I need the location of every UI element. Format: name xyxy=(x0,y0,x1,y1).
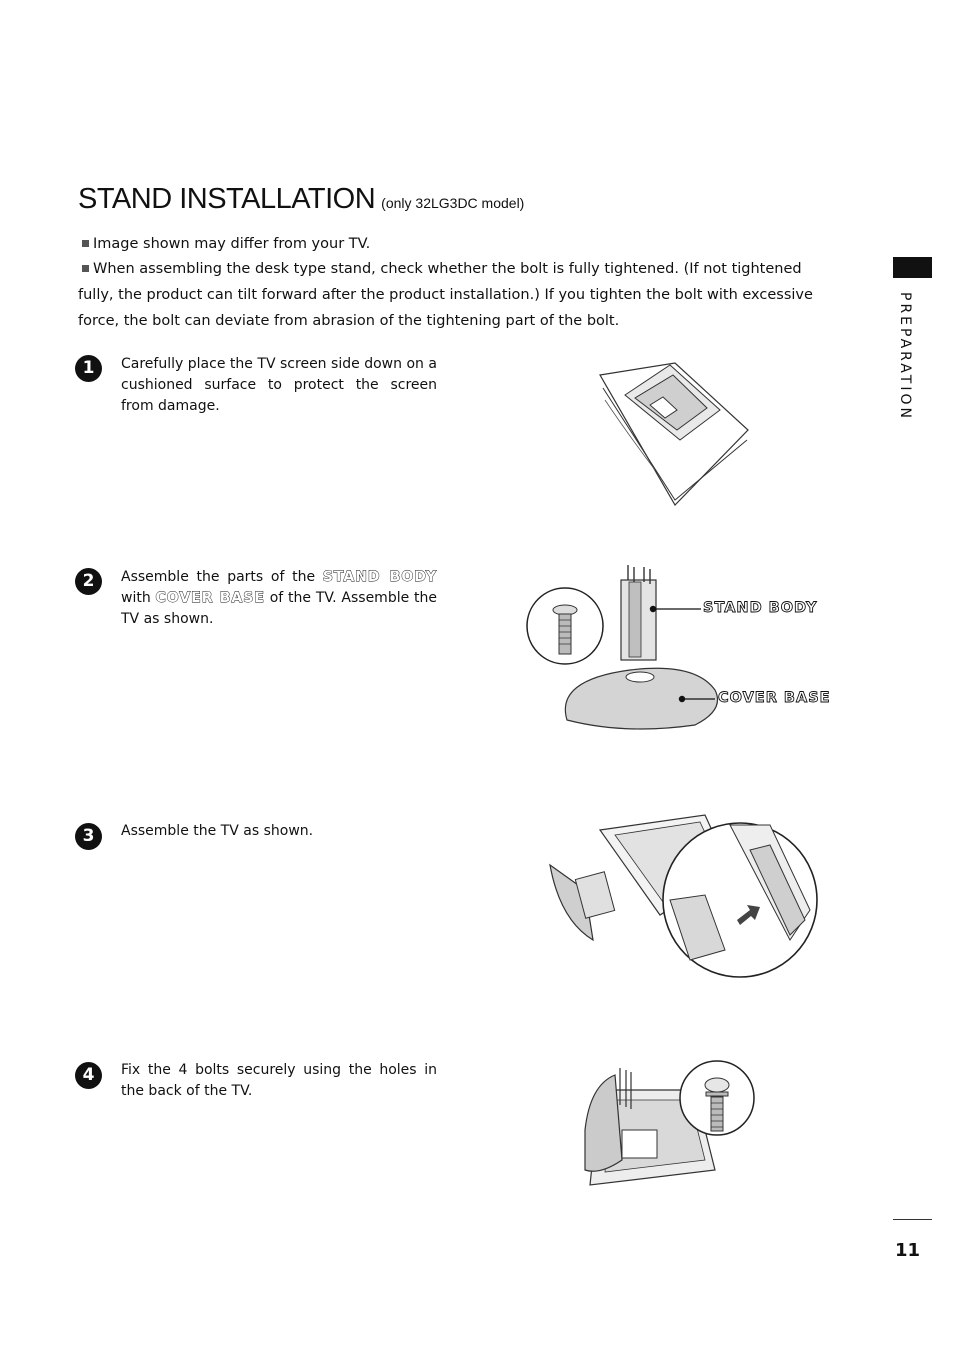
bolts-fix-illustration xyxy=(580,1060,760,1195)
stand-assembly-illustration xyxy=(525,560,825,735)
note-1 xyxy=(78,231,838,257)
step-2-emph-stand-body: STAND BODY xyxy=(322,569,437,585)
step-2-emph-cover-base: COVER BASE xyxy=(155,590,265,606)
bullet-square-icon xyxy=(82,265,89,272)
step-1-number: 1 xyxy=(75,355,102,382)
callout-cover-base: COVER BASE xyxy=(718,690,831,706)
note-2-text: When assembling the desk type stand, check whether the bolt is fully tightened. (If not tightened fully, the product can tilt forward after the product installation.) If you tighten the bolt with excessive force, the bolt can deviate from abrasion of the tightening part of the bolt. xyxy=(78,261,813,329)
step-1-text: Carefully place the TV screen side down on a cushioned surface to protect the screen from damage. xyxy=(121,356,437,414)
tv-face-down-illustration xyxy=(595,360,755,510)
step-2-text-c: of the TV. Assemble the TV as shown. xyxy=(121,590,438,627)
step-2-number: 2 xyxy=(75,568,102,595)
step-2-text-a: Assemble the parts of the xyxy=(121,569,323,585)
section-tab-marker xyxy=(893,257,932,278)
title-subtitle: (only 32LG3DC model) xyxy=(381,195,525,211)
callout-stand-body: STAND BODY xyxy=(703,600,818,616)
step-3-number: 3 xyxy=(75,823,102,850)
section-tab-label: PREPARATION xyxy=(897,292,913,421)
page-number: 11 xyxy=(895,1240,921,1261)
note-2 xyxy=(78,256,838,334)
step-2-text-b: with xyxy=(121,590,156,606)
tv-stand-insert-illustration xyxy=(545,810,830,980)
step-2-text xyxy=(121,567,437,630)
step-4-text: Fix the 4 bolts securely using the holes in the back of the TV. xyxy=(121,1062,437,1099)
step-3-text: Assemble the TV as shown. xyxy=(121,823,314,839)
title-text: STAND INSTALLATION xyxy=(78,183,376,215)
note-1-text: Image shown may differ from your TV. xyxy=(93,236,371,252)
page-title xyxy=(78,183,524,216)
footer-rule xyxy=(893,1219,932,1220)
bullet-square-icon xyxy=(82,240,89,247)
step-4-number: 4 xyxy=(75,1062,102,1089)
